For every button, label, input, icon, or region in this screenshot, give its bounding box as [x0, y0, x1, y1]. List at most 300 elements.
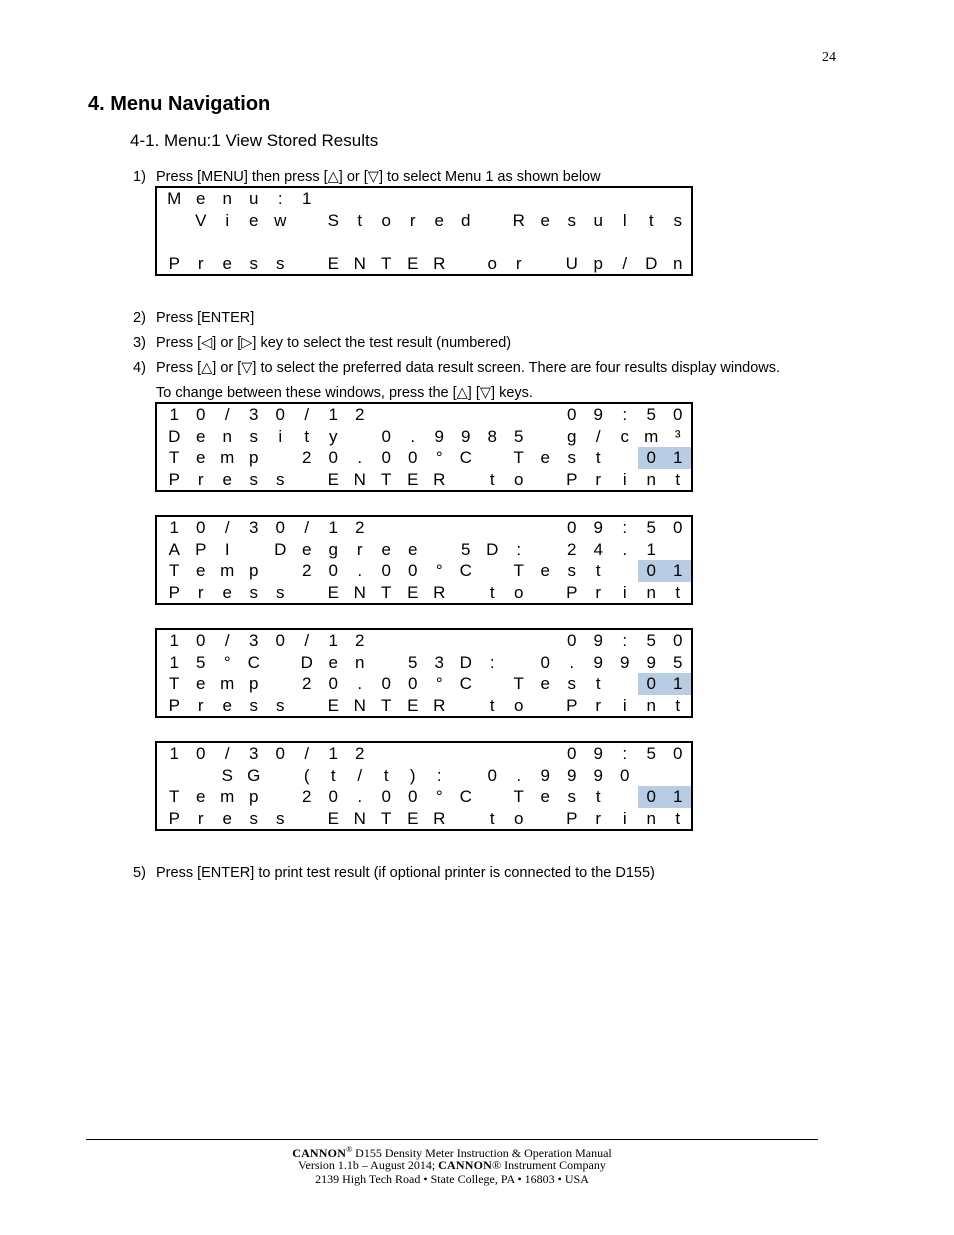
lcd-char: s	[567, 674, 576, 693]
lcd-char: T	[513, 561, 524, 580]
lcd-char: 9	[540, 765, 550, 785]
lcd-char: 2	[567, 539, 577, 559]
lcd-char: /	[304, 631, 310, 650]
lcd-char: e	[196, 561, 206, 580]
lcd-char: 2	[355, 744, 365, 763]
lcd-char: 5	[646, 631, 656, 650]
step-2	[133, 310, 254, 326]
lcd-char: p	[249, 787, 259, 806]
lcd-char: t	[330, 765, 336, 785]
lcd-char: /	[224, 405, 230, 424]
lcd-char: s	[276, 469, 285, 489]
lcd-char: 1	[169, 405, 179, 424]
lcd-char: 5	[514, 426, 524, 446]
lcd-char: 5	[673, 652, 683, 672]
lcd-char: t	[675, 695, 681, 715]
lcd-row	[157, 447, 691, 469]
lcd-char: e	[196, 189, 206, 208]
lcd-char: D	[300, 652, 313, 672]
lcd-char: p	[249, 561, 259, 580]
footer-brand: CANNON	[292, 1146, 347, 1160]
lcd-char: s	[276, 695, 285, 715]
lcd-char: r	[197, 582, 204, 602]
lcd-char: °	[435, 787, 443, 806]
lcd-char: i	[622, 808, 627, 828]
lcd-char: 1	[646, 539, 656, 559]
lcd-char: t	[675, 808, 681, 828]
lcd-char: P	[168, 695, 180, 715]
lcd-char: 2	[302, 787, 312, 806]
lcd-char: t	[595, 561, 601, 580]
lcd-row	[157, 673, 691, 695]
lcd-char: (	[303, 765, 310, 785]
lcd-row	[157, 253, 691, 275]
lcd-char: m	[220, 561, 235, 580]
lcd-char: s	[276, 582, 285, 602]
lcd-char: o	[381, 210, 391, 230]
step-number: 4)	[133, 360, 146, 376]
lcd-char: R	[433, 582, 446, 602]
lcd-char: 2	[302, 448, 312, 467]
lcd-char: °	[435, 561, 443, 580]
lcd-row	[157, 517, 691, 539]
lcd-char: o	[514, 808, 524, 828]
footer-divider	[86, 1139, 818, 1140]
lcd-char: T	[169, 674, 180, 693]
lcd-row	[157, 539, 691, 561]
lcd-char: R	[433, 469, 446, 489]
lcd-char: E	[327, 695, 339, 715]
lcd-char: s	[249, 253, 258, 273]
lcd-char: 9	[593, 518, 603, 537]
lcd-char: s	[249, 582, 258, 602]
lcd-char: P	[168, 253, 180, 273]
lcd-row	[157, 188, 691, 210]
lcd-char: 0	[328, 448, 338, 467]
lcd-char: s	[567, 210, 576, 230]
lcd-char: 0	[381, 448, 391, 467]
lcd-char: /	[304, 744, 310, 763]
lcd-row	[157, 560, 691, 582]
lcd-char: r	[595, 469, 602, 489]
test-number-char: 1	[665, 560, 692, 582]
lcd-char: T	[381, 808, 392, 828]
step-1	[133, 169, 601, 185]
lcd-char: e	[222, 469, 232, 489]
lcd-char: 3	[249, 744, 259, 763]
lcd-char: 1	[328, 631, 338, 650]
lcd-char: s	[276, 253, 285, 273]
lcd-char: 0	[620, 765, 630, 785]
lcd-char: 0	[673, 518, 683, 537]
lcd-char: 1	[328, 518, 338, 537]
lcd-char: g	[328, 539, 338, 559]
lcd-char: 0	[381, 426, 391, 446]
lcd-char: 0	[381, 787, 391, 806]
step-text: Press [ENTER]	[156, 310, 255, 326]
lcd-char: e	[540, 787, 550, 806]
lcd-char: /	[304, 405, 310, 424]
lcd-char: o	[514, 469, 524, 489]
lcd-char: 1	[169, 631, 179, 650]
lcd-char: 0	[328, 787, 338, 806]
lcd-char: :	[489, 652, 495, 672]
lcd-char: 4	[593, 539, 603, 559]
lcd-char: P	[566, 808, 578, 828]
lcd-char: 1	[328, 744, 338, 763]
lcd-char: n	[673, 253, 683, 273]
lcd-char: 0	[328, 561, 338, 580]
lcd-char: C	[247, 652, 260, 672]
lcd-char: u	[593, 210, 603, 230]
lcd-char: N	[353, 808, 366, 828]
lcd-char: 1	[169, 518, 179, 537]
lcd-char: 0	[567, 744, 577, 763]
lcd-char: A	[168, 539, 180, 559]
lcd-char: :	[516, 539, 522, 559]
lcd-char: /	[224, 744, 230, 763]
lcd-char: 0	[408, 787, 418, 806]
lcd-char: 9	[593, 765, 603, 785]
lcd-char: 3	[249, 631, 259, 650]
lcd-char: 5	[646, 405, 656, 424]
lcd-char: s	[249, 469, 258, 489]
lcd-char: D	[459, 652, 472, 672]
lcd-char: d	[461, 210, 471, 230]
lcd-row	[157, 630, 691, 652]
lcd-char: T	[381, 582, 392, 602]
lcd-char: m	[220, 448, 235, 467]
lcd-char: .	[569, 652, 575, 672]
lcd-char: r	[197, 469, 204, 489]
lcd-char: n	[646, 469, 656, 489]
lcd-char: E	[407, 582, 419, 602]
lcd-char: C	[459, 674, 472, 693]
lcd-row	[157, 469, 691, 491]
lcd-row	[157, 426, 691, 448]
lcd-char: u	[249, 189, 259, 208]
lcd-char: T	[513, 787, 524, 806]
lcd-char: 0	[673, 405, 683, 424]
lcd-char: E	[327, 469, 339, 489]
lcd-char: 0	[673, 744, 683, 763]
lcd-char: 0	[567, 631, 577, 650]
lcd-char: /	[357, 765, 363, 785]
page-number: 24	[822, 50, 836, 65]
lcd-char: T	[169, 561, 180, 580]
lcd-char: 0	[567, 518, 577, 537]
lcd-char: 9	[620, 652, 630, 672]
footer-version: Version 1.1b – August 2014;	[298, 1158, 439, 1172]
lcd-char: P	[168, 808, 180, 828]
lcd-char: .	[622, 539, 628, 559]
lcd-char: t	[675, 469, 681, 489]
lcd-char: ³	[674, 426, 681, 446]
lcd-char: t	[595, 787, 601, 806]
lcd-char: .	[410, 426, 416, 446]
test-number-char: 1	[665, 786, 692, 808]
lcd-char: E	[407, 469, 419, 489]
lcd-char: 2	[302, 561, 312, 580]
lcd-char: .	[357, 674, 363, 693]
lcd-char: 0	[196, 518, 206, 537]
lcd-char: m	[220, 787, 235, 806]
lcd-char: t	[489, 582, 495, 602]
lcd-char: o	[487, 253, 497, 273]
step-4	[133, 360, 780, 376]
lcd-char: 1	[328, 405, 338, 424]
lcd-char: r	[197, 253, 204, 273]
lcd-char: i	[622, 695, 627, 715]
lcd-char: r	[409, 210, 416, 230]
lcd-char: P	[195, 539, 207, 559]
lcd-char: p	[249, 674, 259, 693]
lcd-char: r	[595, 695, 602, 715]
lcd-char: 9	[593, 631, 603, 650]
lcd-char: e	[222, 253, 232, 273]
lcd-char: m	[220, 674, 235, 693]
lcd-char: N	[353, 253, 366, 273]
lcd-char: t	[357, 210, 363, 230]
lcd-char: 0	[196, 405, 206, 424]
lcd-char: :	[436, 765, 442, 785]
lcd-char: .	[357, 561, 363, 580]
lcd-char: :	[622, 631, 628, 650]
lcd-screen-specific-gravity	[155, 741, 693, 831]
lcd-char: E	[327, 808, 339, 828]
lcd-char: e	[222, 808, 232, 828]
lcd-char: 0	[275, 518, 285, 537]
lcd-char: p	[249, 448, 259, 467]
lcd-char: .	[357, 787, 363, 806]
footer-company: ® Instrument Company	[492, 1158, 606, 1172]
lcd-char: 0	[196, 631, 206, 650]
lcd-char: /	[622, 253, 628, 273]
lcd-char: C	[459, 561, 472, 580]
step-text: Press [MENU] then press [△] or [▽] to select Menu 1 as shown below	[156, 169, 601, 185]
lcd-char: P	[566, 469, 578, 489]
step-5	[133, 865, 655, 881]
lcd-screen-density	[155, 402, 693, 492]
lcd-char: e	[196, 448, 206, 467]
lcd-char: )	[409, 765, 416, 785]
lcd-char: T	[169, 787, 180, 806]
step-text: Press [◁] or [▷] key to select the test result (numbered)	[156, 335, 512, 351]
lcd-char: i	[622, 582, 627, 602]
step-3	[133, 335, 511, 351]
subsection-heading: 4-1. Menu:1 View Stored Results	[130, 131, 379, 150]
lcd-char: e	[196, 674, 206, 693]
lcd-char: s	[673, 210, 682, 230]
lcd-char: C	[459, 787, 472, 806]
lcd-row	[157, 404, 691, 426]
lcd-char: M	[167, 189, 182, 208]
lcd-char: .	[516, 765, 522, 785]
lcd-char: T	[381, 253, 392, 273]
lcd-char: P	[168, 469, 180, 489]
lcd-char: D	[168, 426, 181, 446]
lcd-char: s	[249, 808, 258, 828]
lcd-char: n	[355, 652, 365, 672]
lcd-char: :	[277, 189, 283, 208]
lcd-char: i	[278, 426, 283, 446]
lcd-char: E	[407, 695, 419, 715]
lcd-char: r	[595, 808, 602, 828]
lcd-char: 2	[302, 674, 312, 693]
lcd-char: i	[225, 210, 230, 230]
lcd-char: 0	[328, 674, 338, 693]
test-number-char: 0	[638, 560, 665, 582]
lcd-char: 0	[275, 631, 285, 650]
lcd-row	[157, 808, 691, 830]
lcd-char: P	[566, 695, 578, 715]
lcd-char: i	[622, 469, 627, 489]
lcd-char: 8	[487, 426, 497, 446]
lcd-char: 3	[249, 405, 259, 424]
lcd-char: E	[407, 253, 419, 273]
footer-title: D155 Density Meter Instruction & Operation Manual	[352, 1146, 612, 1160]
lcd-char: T	[513, 674, 524, 693]
lcd-char: 2	[355, 631, 365, 650]
lcd-char: °	[435, 448, 443, 467]
lcd-screen-15c-density	[155, 628, 693, 718]
footer-address: 2139 High Tech Road • State College, PA • 16803 • USA	[315, 1172, 589, 1186]
lcd-char: 0	[673, 631, 683, 650]
lcd-char: C	[459, 448, 472, 467]
lcd-char: 2	[355, 518, 365, 537]
lcd-char: E	[327, 253, 339, 273]
lcd-char: U	[565, 253, 578, 273]
lcd-char: 3	[434, 652, 444, 672]
lcd-char: 0	[196, 744, 206, 763]
lcd-char: T	[381, 695, 392, 715]
footer-line-2	[86, 1158, 818, 1173]
lcd-char: g	[567, 426, 577, 446]
lcd-char: 0	[408, 448, 418, 467]
lcd-char: 0	[567, 405, 577, 424]
lcd-char: e	[408, 539, 418, 559]
step-text: Press [ENTER] to print test result (if optional printer is connected to the D155)	[156, 865, 655, 881]
lcd-char: °	[435, 674, 443, 693]
lcd-char: :	[622, 744, 628, 763]
lcd-char: r	[595, 582, 602, 602]
lcd-char: t	[383, 765, 389, 785]
lcd-char: R	[512, 210, 525, 230]
lcd-char: s	[276, 808, 285, 828]
lcd-char: 0	[381, 674, 391, 693]
step-number: 3)	[133, 335, 146, 351]
lcd-char: R	[433, 253, 446, 273]
lcd-char: e	[196, 426, 206, 446]
lcd-char: e	[540, 210, 550, 230]
lcd-char: 2	[355, 405, 365, 424]
lcd-row	[157, 786, 691, 808]
lcd-char: 0	[408, 561, 418, 580]
lcd-char: 5	[461, 539, 471, 559]
lcd-char: w	[274, 210, 287, 230]
lcd-row	[157, 582, 691, 604]
lcd-char: R	[433, 695, 446, 715]
test-number-char: 0	[638, 447, 665, 469]
lcd-char: c	[620, 426, 629, 446]
lcd-char: r	[197, 695, 204, 715]
lcd-char: e	[222, 695, 232, 715]
step-4-continuation: To change between these windows, press the [△] [▽] keys.	[156, 385, 533, 401]
lcd-char: /	[595, 426, 601, 446]
lcd-char: e	[540, 561, 550, 580]
lcd-char: n	[222, 189, 232, 208]
lcd-char: T	[381, 469, 392, 489]
lcd-char: T	[169, 448, 180, 467]
lcd-char: n	[646, 808, 656, 828]
lcd-char: V	[195, 210, 207, 230]
lcd-char: l	[622, 210, 627, 230]
lcd-row	[157, 652, 691, 674]
lcd-char: 9	[461, 426, 471, 446]
lcd-char: t	[304, 426, 310, 446]
lcd-char: r	[197, 808, 204, 828]
lcd-char: °	[223, 652, 231, 672]
lcd-char: 0	[540, 652, 550, 672]
lcd-char: N	[353, 469, 366, 489]
test-number-char: 1	[665, 673, 692, 695]
lcd-row	[157, 765, 691, 787]
registered-mark: ®	[346, 1145, 353, 1154]
lcd-char: n	[222, 426, 232, 446]
lcd-char: 9	[434, 426, 444, 446]
lcd-char: G	[247, 765, 261, 785]
lcd-char: 9	[593, 744, 603, 763]
lcd-row	[157, 695, 691, 717]
lcd-char: 5	[196, 652, 206, 672]
lcd-char: s	[249, 695, 258, 715]
lcd-char: e	[249, 210, 259, 230]
lcd-char: t	[489, 695, 495, 715]
lcd-char: S	[327, 210, 339, 230]
lcd-char: 5	[408, 652, 418, 672]
lcd-char: s	[567, 787, 576, 806]
lcd-char: 1	[169, 652, 179, 672]
test-number-char: 1	[665, 447, 692, 469]
lcd-char: n	[646, 582, 656, 602]
lcd-char: N	[353, 695, 366, 715]
step-text: Press [△] or [▽] to select the preferred data result screen. There are four results display windows.	[156, 360, 781, 376]
lcd-char: p	[593, 253, 603, 273]
lcd-row	[157, 210, 691, 232]
lcd-char: e	[434, 210, 444, 230]
lcd-row	[157, 743, 691, 765]
lcd-char: N	[353, 582, 366, 602]
lcd-char: 9	[646, 652, 656, 672]
lcd-char: e	[196, 787, 206, 806]
lcd-char: T	[513, 448, 524, 467]
lcd-char: t	[489, 808, 495, 828]
lcd-char: /	[224, 631, 230, 650]
lcd-char: 0	[275, 744, 285, 763]
lcd-char: /	[224, 518, 230, 537]
lcd-char: s	[249, 426, 258, 446]
step-number: 5)	[133, 865, 146, 881]
lcd-char: 0	[408, 674, 418, 693]
lcd-char: e	[222, 582, 232, 602]
step-number: 1)	[133, 169, 146, 185]
lcd-char: E	[327, 582, 339, 602]
test-number-char: 0	[638, 673, 665, 695]
step-number: 2)	[133, 310, 146, 326]
lcd-char: y	[329, 426, 338, 446]
lcd-char: 0	[381, 561, 391, 580]
lcd-char: 3	[249, 518, 259, 537]
